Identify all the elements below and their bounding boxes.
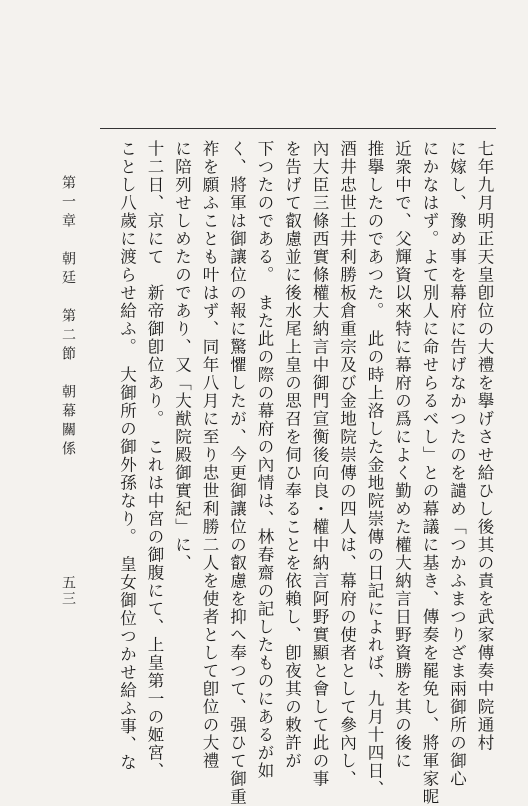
text-column: ことし八歲に渡らせ給ふ。 大御所の御外孫なり。 皇女御位つかせ給ふ事、な [117,140,137,772]
text-column: を告げて叡慮並に後水尾上皇の思召を伺ひ奉ることを依賴し、卽夜其の敕許が [282,140,302,770]
main-text-block [113,140,498,806]
text-column: 祚を願ふことも叶はず、同年八月に至り忠世利勝二人を使者として卽位の大禮 [200,140,219,770]
text-column: 十二日、京にて 新帝御卽位あり。 これは中宮の御腹にて、上皇第一の姬宮、 [145,140,164,780]
text-column: に嫁し、豫め事を幕府に告げなかつたのを譴め「つかふまつりざま兩御所の御心 [447,140,467,788]
text-column: にかなはず。よて別人に命せらるべし」との幕議に基き、傳奏を罷免し、將軍家昵 [420,140,439,806]
text-column: く、將軍は御讓位の報に驚懼したが、今更御讓位の叡慮を抑へ奉つて、强ひて御重 [227,140,247,806]
running-title: 第一章 朝廷 第二節 朝幕關係 [60,175,76,460]
text-column: 內大臣三條西實條權大納言中御門宣衡後向良・權中納言阿野實顯と會して此の事 [310,140,329,788]
text-column: 近衆中で、父輝資以來特に幕府の爲によく勤めた權大納言日野資勝を其の後に [392,140,412,770]
text-column: 下つたのである。 また此の際の幕府の內情は、林春齋の記したものにあるが如 [255,140,274,780]
text-column: に陪列せしめたのであり、又「大猷院殿御實紀」に、 [172,140,192,572]
text-column: 酒井忠世土井利勝板倉重宗及び金地院崇傳の四人は、幕府の使者として參內し、 [337,140,357,788]
text-column: 七年九月明正天皇卽位の大禮を擧げさせ給ひし後其の責を武家傳奏中院通村 [475,140,494,752]
header-rule [100,128,496,129]
page-number: 五三 [60,575,76,607]
text-column: 推擧したのであつた。 此の時上洛した金地院崇傳の日記によれば、九月十四日、 [365,140,384,798]
